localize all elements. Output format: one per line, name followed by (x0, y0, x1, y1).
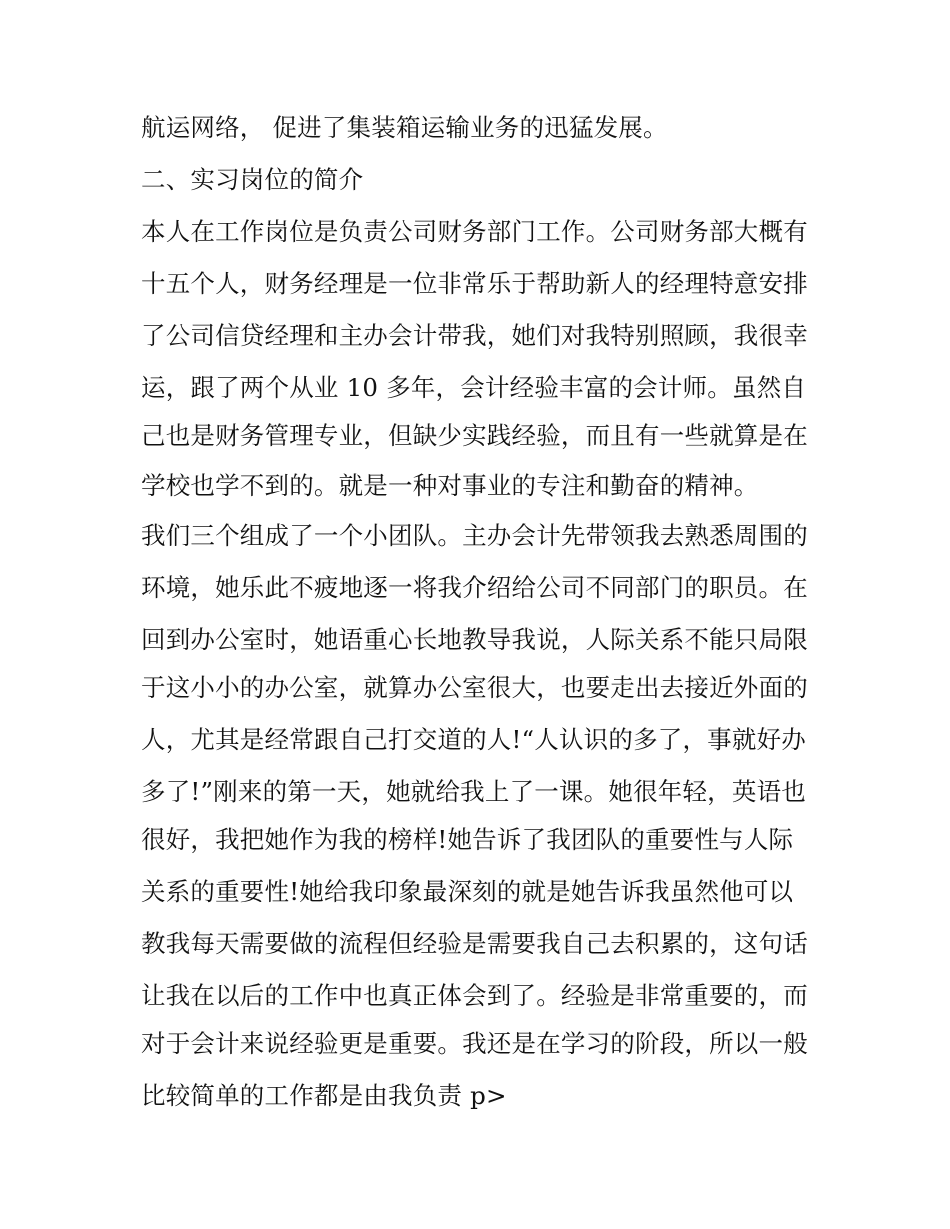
text-line: 让我在以后的工作中也真正体会到了。经验是非常重要的，而 (141, 981, 808, 1010)
text-line: 关系的重要性!她给我印象最深刻的就是她告诉我虽然他可以 (141, 877, 794, 906)
text-line: 比较简单的工作都是由我负责 p> (141, 1081, 507, 1110)
text-line: 我们三个组成了一个小团队。主办会计先带领我去熟悉周围的 (141, 521, 808, 550)
text-line: 本人在工作岗位是负责公司财务部门工作。公司财务部大概有 (141, 217, 808, 246)
text-line: 运，跟了两个从业 10 多年，会计经验丰富的会计师。虽然自 (141, 373, 807, 402)
text-line: 十五个人，财务经理是一位非常乐于帮助新人的经理特意安排 (141, 269, 808, 298)
section-heading: 二、实习岗位的简介 (141, 165, 364, 194)
text-line: 己也是财务管理专业，但缺少实践经验，而且有一些就算是在 (141, 421, 808, 450)
text-line: 回到办公室时，她语重心长地教导我说，人际关系不能只局限 (141, 625, 808, 654)
text-line: 对于会计来说经验更是重要。我还是在学习的阶段，所以一般 (141, 1029, 808, 1058)
text-line: 很好，我把她作为我的榜样!她告诉了我团队的重要性与人际 (141, 825, 794, 854)
text-line: 了公司信贷经理和主办会计带我，她们对我特别照顾，我很幸 (141, 321, 808, 350)
text-line: 多了!”刚来的第一天，她就给我上了一课。她很年轻，英语也 (141, 777, 806, 806)
text-line: 人，尤其是经常跟自己打交道的人!“人认识的多了，事就好办 (141, 725, 806, 754)
text-line: 于这小小的办公室，就算办公室很大，也要走出去接近外面的 (141, 673, 808, 702)
text-line: 环境，她乐此不疲地逐一将我介绍给公司不同部门的职员。在 (141, 573, 808, 602)
text-line: 学校也学不到的。就是一种对事业的专注和勤奋的精神。 (141, 471, 759, 500)
text-line: 教我每天需要做的流程但经验是需要我自己去积累的，这句话 (141, 929, 808, 958)
text-line: 航运网络， 促进了集装箱运输业务的迅猛发展。 (141, 113, 668, 142)
